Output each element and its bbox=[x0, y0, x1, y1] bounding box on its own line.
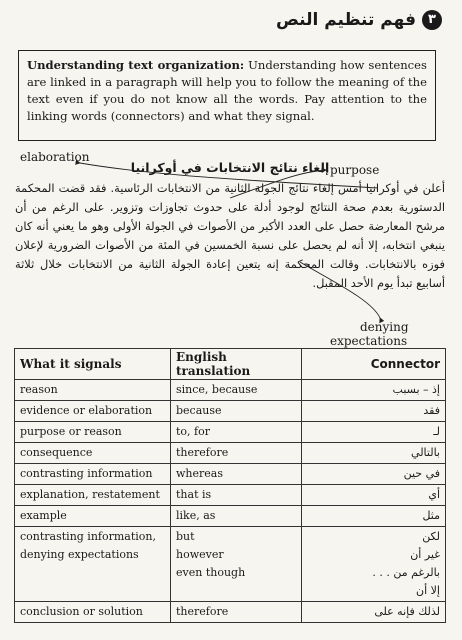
table-row bbox=[15, 485, 446, 506]
connector-cell-line: بالرغم من . . . bbox=[372, 566, 440, 579]
connector-cell-line: مثل bbox=[422, 509, 440, 522]
signal-cell-line: example bbox=[20, 509, 67, 522]
annotation-elaboration: elaboration bbox=[20, 150, 90, 164]
table-row bbox=[15, 443, 446, 464]
header-connector: Connector bbox=[302, 349, 446, 380]
signal-cell-line: evidence or elaboration bbox=[20, 404, 153, 417]
english-cell bbox=[171, 527, 302, 602]
header-what-it-signals: What it signals bbox=[15, 349, 171, 380]
connector-cell-line: لـ bbox=[433, 425, 440, 438]
signal-cell-line: contrasting information, bbox=[20, 530, 156, 543]
english-cell bbox=[171, 443, 302, 464]
english-cell-line: however bbox=[176, 548, 224, 561]
english-cell bbox=[171, 380, 302, 401]
annotation-denying: denying bbox=[360, 320, 409, 334]
signal-cell-line: consequence bbox=[20, 446, 93, 459]
connector-cell-line: أي bbox=[428, 488, 440, 501]
connector-cell-line: غير أن bbox=[410, 548, 440, 561]
signal-cell bbox=[15, 401, 171, 422]
arabic-article-paragraph: أعلن في أوكرانيا أمس إلغاء نتائج الجولة الثانية من الانتخابات الرئاسية. فقد قضت المحكمة الدستورية بعدم صحة النتائج لوجود أدلة على حدوث تجاوزات وتزوير. على الرغم من أن مرشح المعارضة حصل على العدد الأكبر من الأصوات في الجولة الأولى وهو ما يعني أنه كان ينبغي انتخابه، إلا أنه لم يحصل على نسبة الخمسين في المئة من الأصوات الضرورية لإعلان فوزه بالانتخابات. وقالت المحكمة إنه يتعين إعادة الجولة الثانية من الانتخابات خلال ثلاثة أسابيع تبدأ يوم الأحد المقبل. bbox=[15, 181, 445, 290]
signal-cell bbox=[15, 602, 171, 623]
english-cell-line: because bbox=[176, 404, 222, 417]
english-cell-line: whereas bbox=[176, 467, 223, 480]
header-english-translation: English translation bbox=[171, 349, 302, 380]
english-cell-line bbox=[176, 582, 296, 600]
connector-cell bbox=[302, 401, 446, 422]
table-row bbox=[15, 602, 446, 623]
english-cell-line: therefore bbox=[176, 446, 229, 459]
signal-cell bbox=[15, 485, 171, 506]
english-cell bbox=[171, 401, 302, 422]
connector-cell bbox=[302, 380, 446, 401]
connector-cell bbox=[302, 464, 446, 485]
section-title: فهم تنظيم النص bbox=[275, 10, 416, 30]
english-cell bbox=[171, 422, 302, 443]
connectors-table bbox=[14, 348, 446, 623]
connector-cell-line: إلا أن bbox=[416, 584, 440, 597]
english-cell-line: even though bbox=[176, 566, 246, 579]
annotation-purpose: purpose bbox=[330, 163, 380, 177]
english-cell bbox=[171, 485, 302, 506]
english-cell-line: but bbox=[176, 530, 195, 543]
english-cell-line: that is bbox=[176, 488, 212, 501]
english-cell bbox=[171, 506, 302, 527]
signal-cell bbox=[15, 380, 171, 401]
english-cell-line: like, as bbox=[176, 509, 216, 522]
connector-cell-line: في حين bbox=[403, 467, 440, 480]
table-row bbox=[15, 422, 446, 443]
english-cell bbox=[171, 464, 302, 485]
connector-cell bbox=[302, 422, 446, 443]
signal-cell-line: conclusion or solution bbox=[20, 605, 143, 618]
table-row bbox=[15, 464, 446, 485]
english-cell-line: to, for bbox=[176, 425, 210, 438]
connector-cell bbox=[302, 602, 446, 623]
table-row bbox=[15, 506, 446, 527]
connector-cell bbox=[302, 443, 446, 464]
connector-cell bbox=[302, 485, 446, 506]
intro-text: Understanding how sentences are linked in a paragraph will help you to follow the meaning of the text even if you do not know all the words. Pay attention to the linking words (connectors) and what they signal. bbox=[27, 58, 427, 123]
signal-cell bbox=[15, 422, 171, 443]
connector-cell-line: لكن bbox=[422, 530, 440, 543]
arrow-elaboration bbox=[80, 163, 378, 188]
connector-cell-line: لذلك فإنه على bbox=[374, 605, 440, 618]
table-header-row bbox=[15, 349, 446, 380]
signal-cell-line: purpose or reason bbox=[20, 425, 122, 438]
connector-cell-line: فقد bbox=[423, 404, 440, 417]
english-cell bbox=[171, 602, 302, 623]
table-row bbox=[15, 401, 446, 422]
signal-cell bbox=[15, 506, 171, 527]
signal-cell-line: denying expectations bbox=[20, 548, 139, 561]
connector-cell bbox=[302, 527, 446, 602]
english-cell-line: since, because bbox=[176, 383, 258, 396]
english-cell-line: therefore bbox=[176, 605, 229, 618]
arabic-article-title: إلغاء نتائج الانتخابات في أوكرانيا bbox=[130, 160, 330, 175]
connector-cell-line: بالتالي bbox=[411, 446, 440, 459]
signal-cell-line: contrasting information bbox=[20, 467, 153, 480]
signal-cell-line: explanation, restatement bbox=[20, 488, 160, 501]
signal-cell-line: reason bbox=[20, 383, 58, 396]
connector-cell-line: إذ – بسبب bbox=[392, 383, 440, 396]
annotation-expectations: expectations bbox=[330, 334, 408, 348]
signal-cell bbox=[15, 464, 171, 485]
arrow-denying bbox=[300, 262, 380, 318]
table-row bbox=[15, 380, 446, 401]
table-row bbox=[15, 527, 446, 602]
section-number-badge: ٣ bbox=[422, 10, 442, 30]
intro-bold-lead: Understanding text organization: bbox=[27, 58, 245, 72]
signal-cell bbox=[15, 443, 171, 464]
signal-cell bbox=[15, 527, 171, 602]
connector-cell bbox=[302, 506, 446, 527]
connectors-table-body bbox=[15, 380, 446, 623]
